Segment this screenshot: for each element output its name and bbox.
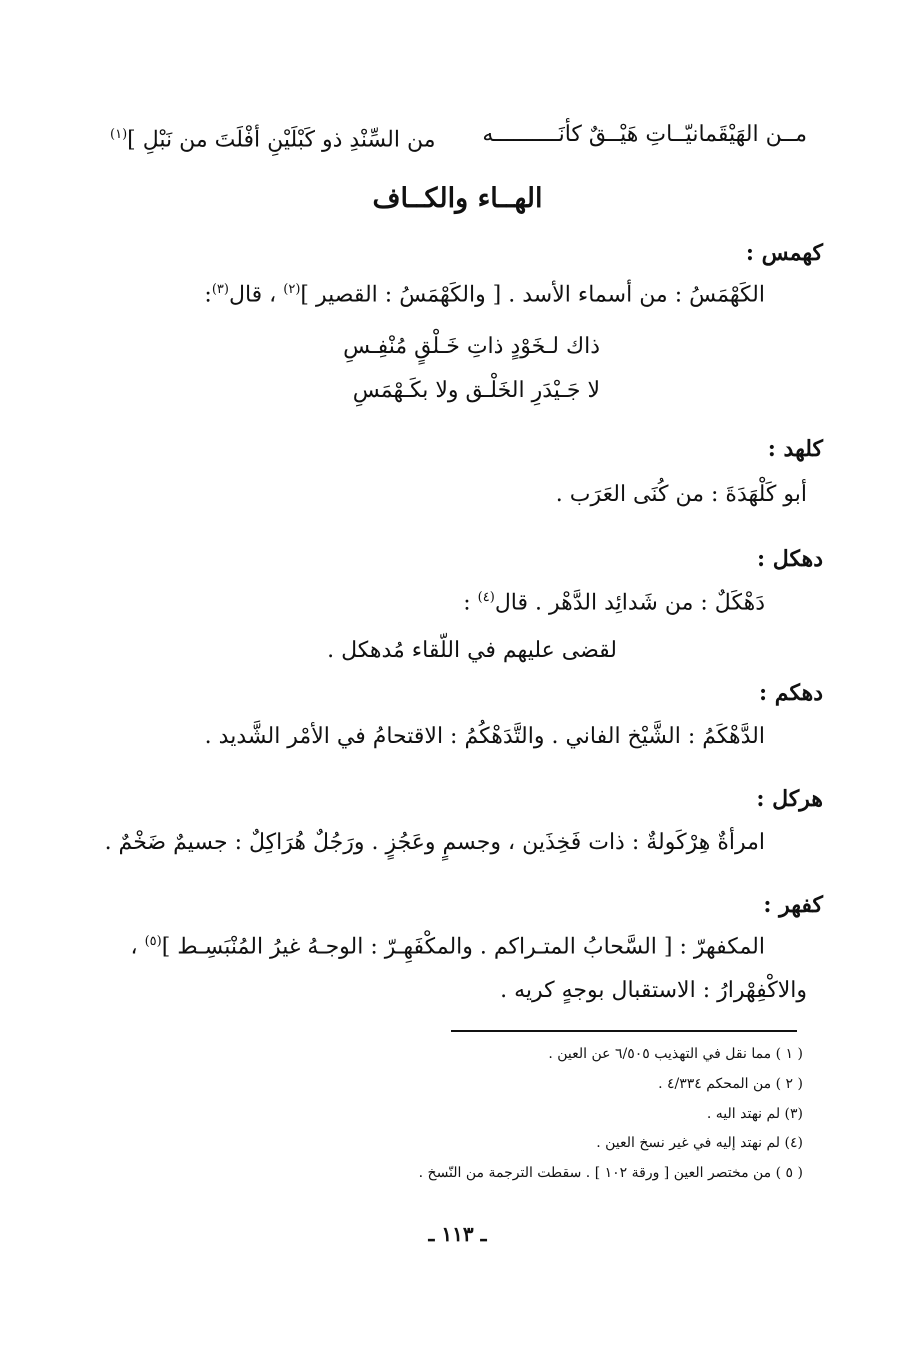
entry-head-kahmas: كهمس : <box>745 240 823 266</box>
entry-body-kahmas <box>204 282 765 307</box>
footnote-ref-4: (٤) <box>477 590 495 605</box>
entry-body-harkal: امرأةٌ هِرْكَولةٌ : ذات فَخِذَين ، وجسمٍ وعَجُزٍ . ورَجُلٌ هُرَاكِلٌ : جسيمٌ ضَخْمٌ . <box>104 830 765 855</box>
entry-head-harkal: هركل : <box>756 786 823 812</box>
dahkal-colon: : <box>463 590 471 616</box>
entry-body-dahkam: الدَّهْكَمُ : الشَّيْخ الفاني . والتَّدَهْكُمُ : الاقتحامُ في الأمْر الشَّديد . <box>204 724 765 749</box>
verse-right-text: مــن الهَيْقَمانيّــاتِ هَيْــقٌ كأنَــــــــــه <box>482 122 807 147</box>
footnote-ref-3: (٣) <box>211 282 229 297</box>
footnote-ref-5: (٥) <box>144 934 162 949</box>
entry-head-dahkam: دهكم : <box>759 680 823 706</box>
dahkal-verse: لقضى عليهم في اللّقاء مُدهكل . <box>327 638 617 663</box>
entry-body-kalhad: أبو كَلْهَدَةَ : من كُنَى العَرَب . <box>555 482 807 507</box>
verse-right-hemistich <box>482 118 807 152</box>
entry-body-dahkal <box>463 590 765 615</box>
entry-head-dahkal: دهكل : <box>757 546 823 572</box>
entry-body-kafhar-line2: والاكْفِهْرارُ : الاستقبال بوجهٍ كريه . <box>500 978 807 1003</box>
kahmas-colon: : <box>204 282 212 308</box>
footnote-rule <box>451 1030 797 1032</box>
entry-body-kafhar-line1 <box>130 934 765 959</box>
footnote-3: (٣) لم نهتد اليه . <box>706 1106 803 1122</box>
section-title: الهــاء والكــاف <box>372 183 543 214</box>
footnote-5: ( ٥ ) من مختصر العين [ ورقة ١٠٢ ] . سقطت الترجمة من النّسخ . <box>418 1165 803 1181</box>
kahmas-verse-1: ذاك لـخَوْدٍ ذاتِ خَـلْقٍ مُنْفِـسِ <box>343 334 600 359</box>
verse-left-text: من السِّنْدِ ذو كَبْلَيْنِ أفْلَتَ من نَبْلِ ] <box>127 127 436 153</box>
footnote-2: ( ٢ ) من المحكم ٤/٣٣٤ . <box>658 1076 803 1092</box>
kahmas-verse-2: لا جَـيْدَرِ الخَلْـق ولا بكَـهْمَسِ <box>352 378 600 403</box>
entry-head-kafhar: كفهر : <box>763 892 823 918</box>
page-number: ـ ١١٣ ـ <box>428 1222 487 1246</box>
footnote-ref-2: (٢) <box>283 282 301 297</box>
footnote-4: (٤) لم نهتد إليه في غير نسخ العين . <box>596 1135 803 1151</box>
footnote-1: ( ١ ) مما نقل في التهذيب ٦/٥٠٥ عن العين . <box>548 1046 803 1062</box>
verse-left-hemistich <box>110 118 436 157</box>
footnote-ref-1: (١) <box>110 127 128 142</box>
entry-head-kalhad: كلهد : <box>767 436 823 462</box>
kahmas-tail: ، قال <box>228 282 277 308</box>
kafhar-comma: ، <box>130 934 138 960</box>
dahkal-text: دَهْكَلٌ : من شَدائِد الدَّهْر . قال <box>494 590 765 616</box>
kafhar-text: المكفهرّ : [ السَّحابُ المتـراكم . والمكْفَهِـرّ : الوجـهُ غيرُ المُنْبَسِـط ] <box>161 934 765 960</box>
kahmas-text: الكَهْمَسُ : من أسماء الأسد . [ والكَهْمَسُ : القصير ] <box>300 282 765 308</box>
